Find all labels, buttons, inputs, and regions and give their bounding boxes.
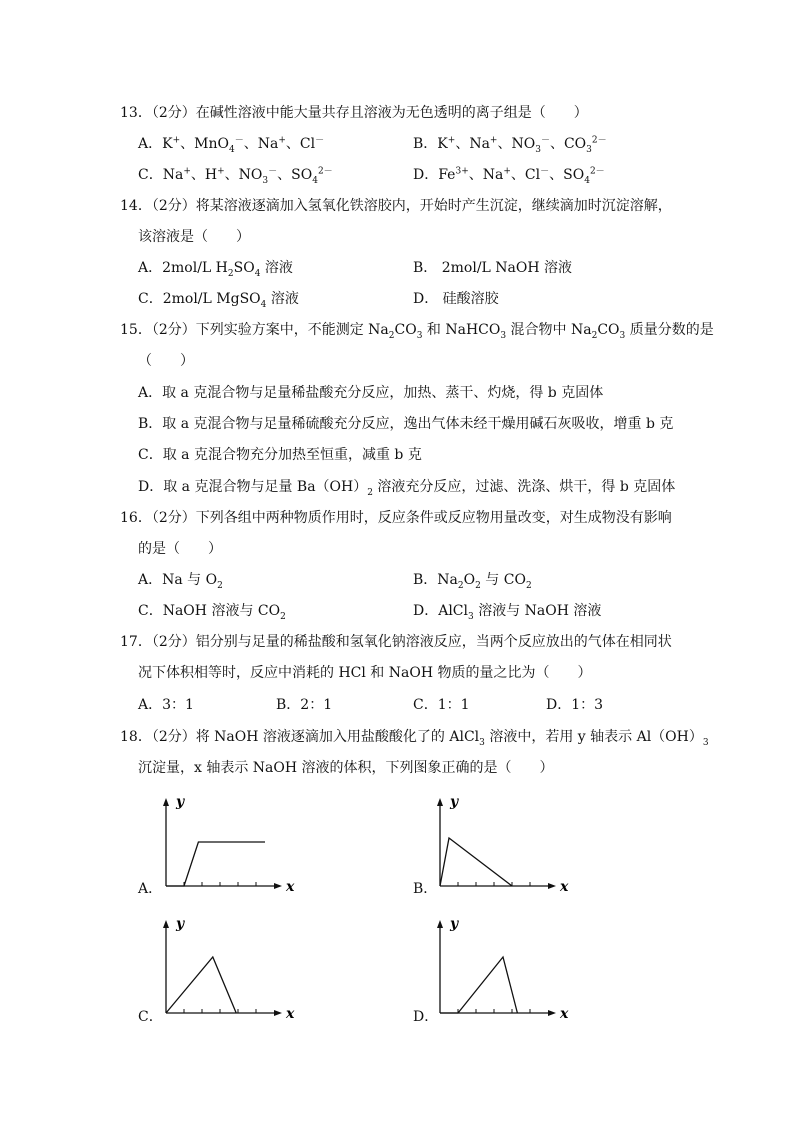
q17-option-b: B．2：1 [276, 697, 333, 713]
q14-stem-line2: 该溶液是（ ） [138, 229, 250, 245]
x-axis-label: x [560, 1006, 569, 1022]
q17-option-c: C．1：1 [413, 697, 470, 713]
q16-option-d: D．AlCl$_3$ 溶液与 NaOH 溶液 [413, 603, 602, 622]
q18-stem-line1: 18．（2分）将 NaOH 溶液逐滴加入用盐酸酸化了的 AlCl$_3$ 溶液中，若用 y 轴表示 $Al(OH)_3$ [120, 729, 709, 748]
q18-graph-d-svg [434, 912, 574, 1027]
q14-option-d: D． 硅酸溶胶 [413, 291, 499, 307]
q15-option-d: D．取 a 克混合物与足量 $Ba(OH)_2$ 溶液充分反应，过滤、洗涤、烘干，得 b 克固体 [138, 479, 676, 498]
y-axis-arrow [437, 920, 443, 928]
q16-option-b: B．$Na_2O_2$ 与 $CO_2$ [413, 572, 532, 591]
x-axis-arrow [548, 1010, 556, 1016]
q17-option-a: A．3：1 [138, 697, 194, 713]
q15-option-c: C．取 a 克混合物充分加热至恒重，减重 b 克 [138, 447, 422, 463]
y-axis-label: y [450, 794, 459, 810]
x-axis-label: x [286, 1006, 295, 1022]
q18-stem-line2: 沉淀量，x 轴表示 NaOH 溶液的体积，下列图象正确的是（ ） [138, 760, 554, 776]
q16-option-c: C．NaOH 溶液与 $CO_2$ [138, 603, 286, 622]
q16-stem-line2: 的是（ ） [138, 541, 222, 557]
q18-graph-a [160, 790, 300, 900]
q13-option-d: D．$Fe^{3+}$、Na+、Cl－、$SO_4^{2-}$ [413, 166, 605, 186]
q17-stem-line2: 况下体积相等时，反应中消耗的 HCl 和 NaOH 物质的量之比为（ ） [138, 665, 592, 681]
q15-option-a: A．取 a 克混合物与足量稀盐酸充分反应，加热、蒸干、灼烧，得 b 克固体 [138, 385, 604, 401]
q13-option-a: A．K+、MnO$_4$－、Na+、Cl－ [138, 135, 325, 155]
q18-graph-b [434, 790, 574, 900]
y-axis-arrow [437, 798, 443, 806]
q15-option-b: B．取 a 克混合物与足量稀硫酸充分反应，逸出气体未经干燥用碱石灰吸收，增重 b 克 [138, 416, 674, 432]
q15-stem-line2: （ ） [138, 353, 194, 369]
x-axis-label: x [560, 879, 569, 895]
x-axis-arrow [548, 883, 556, 889]
q18-graph-c-letter: C． [138, 1009, 163, 1025]
q18-graph-a-svg [160, 790, 300, 900]
q18-graph-d [434, 912, 574, 1027]
q18-graph-b-svg [434, 790, 574, 900]
q17-option-d: D．1：3 [546, 697, 604, 713]
y-axis-arrow [163, 920, 169, 928]
q14-option-c: C．2mol/L MgSO$_4$ 溶液 [138, 291, 299, 310]
x-axis-arrow [274, 1010, 282, 1016]
curve-line [440, 838, 512, 886]
q18-graph-a-letter: A． [138, 881, 163, 897]
y-axis-label: y [176, 794, 185, 810]
q16-option-a: A．Na 与 $O_2$ [138, 572, 223, 591]
q17-stem-line1: 17．（2分）铝分别与足量的稀盐酸和氢氧化钠溶液反应，当两个反应放出的气体在相同状 [120, 634, 672, 650]
q18-graph-d-letter: D． [413, 1009, 439, 1025]
q14-option-b: B． 2mol/L NaOH 溶液 [413, 260, 573, 276]
q14-option-a: A．2mol/L $H_2SO_4$ 溶液 [138, 260, 293, 279]
q15-stem-line1: 15．（2分）下列实验方案中，不能测定 $Na_2CO_3$ 和 NaHCO$_3$ 混合物中 $Na_2CO_3$ 质量分数的是 [120, 322, 714, 341]
q13-option-b: B．K+、Na+、$NO_3^-$、$CO_3^{2-}$ [413, 135, 607, 155]
q13-stem: 13．（2分）在碱性溶液中能大量共存且溶液为无色透明的离子组是（ ） [120, 105, 588, 121]
curve-line [166, 842, 265, 886]
q14-stem-line1: 14．（2分）将某溶液逐滴加入氢氧化铁溶胶内，开始时产生沉淀，继续滴加时沉淀溶解， [120, 198, 672, 214]
y-axis-label: y [176, 916, 185, 932]
curve-line [440, 957, 517, 1013]
y-axis-label: y [450, 916, 459, 932]
q18-graph-b-letter: B． [413, 881, 438, 897]
q16-stem-line1: 16．（2分）下列各组中两种物质作用时，反应条件或反应物用量改变，对生成物没有影响 [120, 510, 672, 526]
q13-option-c: C．Na+、H+、$NO_3^-$、$SO_4^{2-}$ [138, 166, 333, 186]
x-axis-arrow [274, 883, 282, 889]
y-axis-arrow [163, 798, 169, 806]
q18-graph-c [160, 912, 300, 1027]
curve-line [166, 957, 236, 1013]
q18-graph-c-svg [160, 912, 300, 1027]
x-axis-label: x [286, 879, 295, 895]
